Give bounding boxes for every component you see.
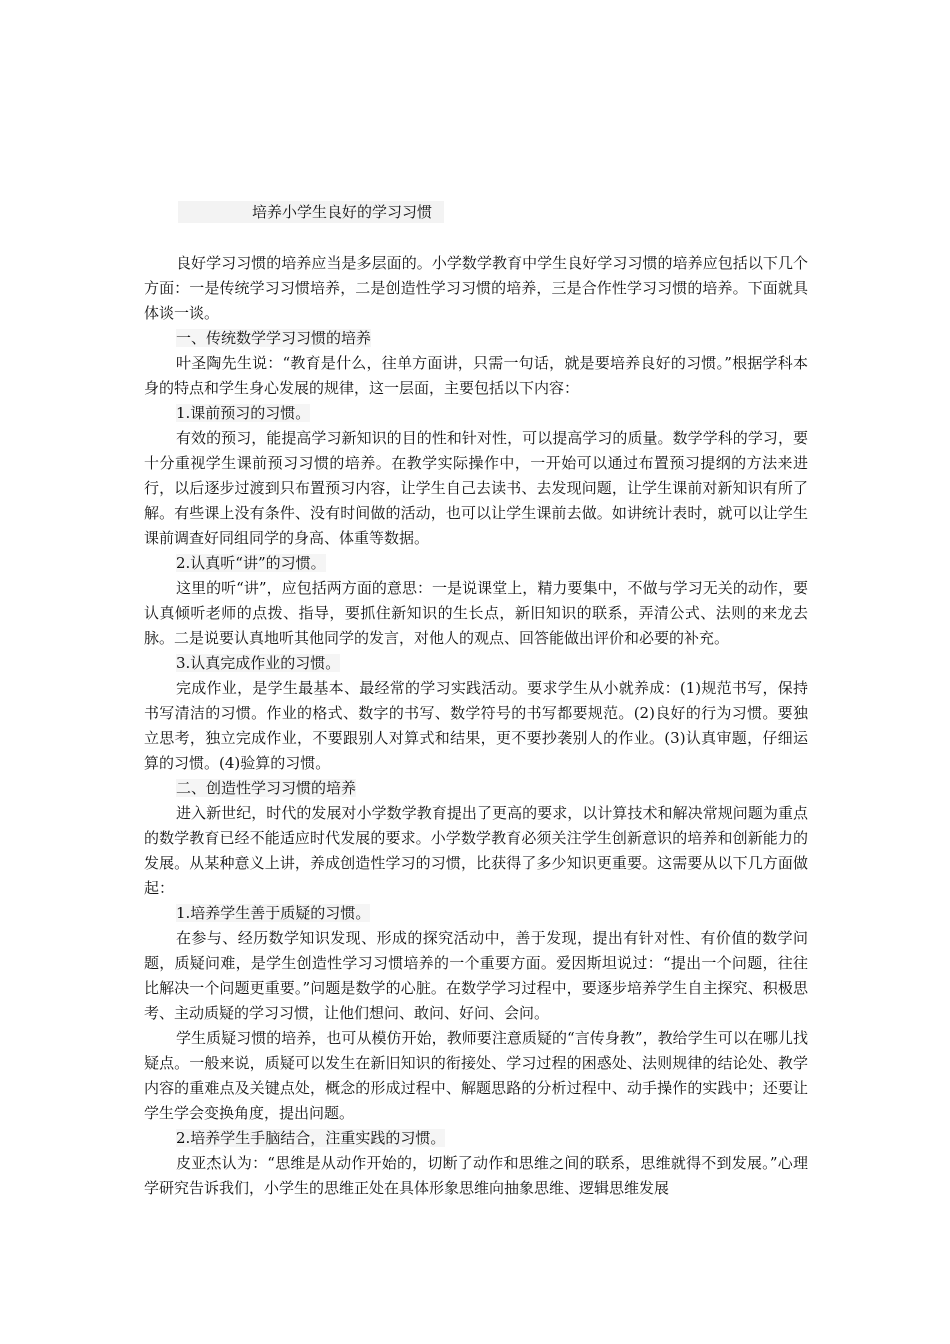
section-heading-2: 二、创造性学习习惯的培养 (176, 779, 357, 797)
subheading-listening: 2.认真听“讲”的习惯。 (176, 554, 326, 572)
body-paragraph: 有效的预习，能提高学习新知识的目的性和针对性，可以提高学习的质量。数学学科的学习，要十分重视学生课前预习习惯的培养。在教学实际操作中，一开始可以通过布置预习提纲的方法来进行，以后逐步过渡到只布置预习内容，让学生自己去读书、去发现问题，让学生课前对新知识有所了解。有些课上没有条件、没有时间做的活动，也可以让学生课前去做。如讲统计表时，就可以让学生课前调查好同组同学的身高、体重等数据。 (144, 429, 808, 547)
subheading-questioning: 1.培养学生善于质疑的习惯。 (176, 904, 371, 922)
body-paragraph: 完成作业，是学生最基本、最经常的学习实践活动。要求学生从小就养成：(1)规范书写，保持书写清洁的习惯。作业的格式、数字的书写、数学符号的书写都要规范。(2)良好的行为习惯。要独立思考，独立完成作业，不要跟别人对算式和结果，更不要抄袭别人的作业。(3)认真审题，仔细运算的习惯。(4)验算的习惯。 (144, 679, 808, 772)
body-paragraph: 学生质疑习惯的培养，也可从模仿开始，教师要注意质疑的“言传身教”，教给学生可以在哪儿找疑点。一般来说，质疑可以发生在新旧知识的衔接处、学习过程的困惑处、法则规律的结论处、教学内容的重难点及关键点处，概念的形成过程中、解题思路的分析过程中、动手操作的实践中；还要让学生学会变换角度，提出问题。 (144, 1029, 808, 1122)
body-paragraph: 皮亚杰认为：“思维是从动作开始的，切断了动作和思维之间的联系，思维就得不到发展。”心理学研究告诉我们，小学生的思维正处在具体形象思维向抽象思维、逻辑思维发展 (144, 1154, 808, 1197)
subheading-homework: 3.认真完成作业的习惯。 (176, 654, 341, 672)
document-title: 培养小学生良好的学习习惯 (178, 201, 444, 223)
document-body (144, 251, 808, 1201)
body-paragraph: 进入新世纪，时代的发展对小学数学教育提出了更高的要求，以计算技术和解决常规问题为重点的数学教育已经不能适应时代发展的要求。小学数学教育必须关注学生创新意识的培养和创新能力的发展。从某种意义上讲，养成创造性学习的习惯，比获得了多少知识更重要。这需要从以下几方面做起： (144, 804, 808, 897)
body-paragraph: 叶圣陶先生说：“教育是什么，往单方面讲，只需一句话，就是要培养良好的习惯。”根据学科本身的特点和学生身心发展的规律，这一层面，主要包括以下内容： (144, 354, 808, 397)
subheading-practice: 2.培养学生手脑结合，注重实践的习惯。 (176, 1129, 446, 1147)
body-paragraph: 在参与、经历数学知识发现、形成的探究活动中，善于发现，提出有针对性、有价值的数学问题，质疑问难，是学生创造性学习习惯培养的一个重要方面。爱因斯坦说过：“提出一个问题，往往比解决一个问题更重要。”问题是数学的心脏。在数学学习过程中，要逐步培养学生自主探究、积极思考、主动质疑的学习习惯，让他们想问、敢问、好问、会问。 (144, 929, 808, 1022)
body-paragraph: 这里的听“讲”，应包括两方面的意思：一是说课堂上，精力要集中，不做与学习无关的动作，要认真倾听老师的点拨、指导，要抓住新知识的生长点，新旧知识的联系，弄清公式、法则的来龙去脉。二是说要认真地听其他同学的发言，对他人的观点、回答能做出评价和必要的补充。 (144, 579, 808, 647)
section-heading-1: 一、传统数学学习习惯的培养 (176, 329, 372, 347)
subheading-preview: 1.课前预习的习惯。 (176, 404, 311, 422)
intro-paragraph: 良好学习习惯的培养应当是多层面的。小学数学教育中学生良好学习习惯的培养应包括以下几个方面：一是传统学习习惯培养，二是创造性学习习惯的培养，三是合作性学习习惯的培养。下面就具体谈一谈。 (144, 254, 808, 322)
